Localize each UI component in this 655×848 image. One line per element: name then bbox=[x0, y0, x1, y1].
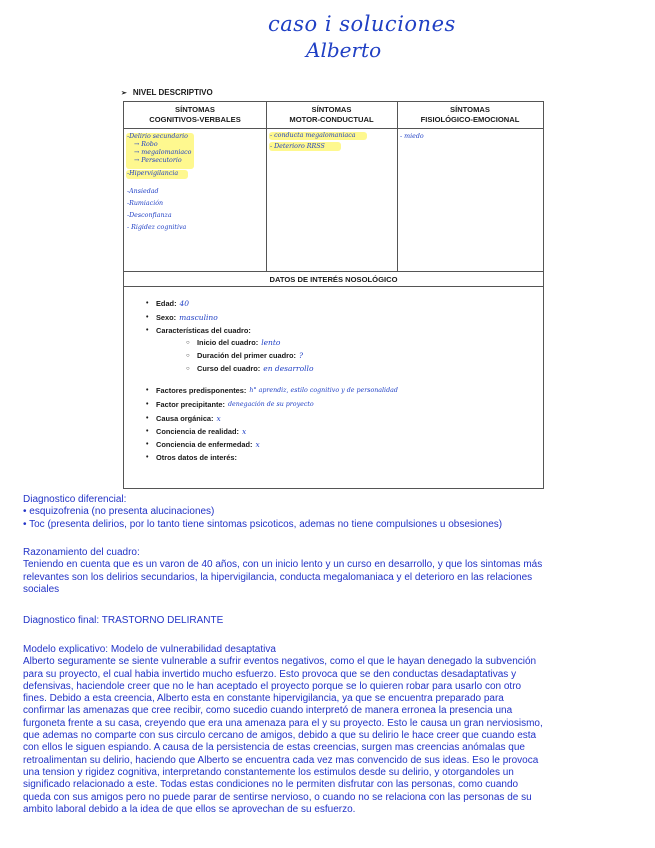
paragraph-line: Alberto seguramente se siente vulnerable a sufrir eventos negativos, como el que le hayan denegado la subvención bbox=[23, 656, 537, 668]
handwritten-value: x bbox=[255, 440, 260, 449]
list-item-duracion: ○ Duración del primer cuadro: ? bbox=[186, 351, 304, 360]
list-item-sexo: • Sexo: masculino bbox=[146, 313, 218, 322]
handwritten-symptom: → Persecutorio bbox=[134, 157, 182, 164]
handwritten-value: lento bbox=[261, 338, 281, 347]
list-item-predisponentes: • Factores predisponentes: h° aprendiz, estilo cognitivo y de personalidad bbox=[146, 386, 398, 395]
handwritten-value: masculino bbox=[179, 313, 218, 322]
handwritten-symptom: - Deterioro RRSS bbox=[270, 143, 325, 150]
paragraph-line: con ellos le siguen espiando. A causa de la persistencia de estas creencias, surgen mas creencias anómalas que bbox=[23, 742, 525, 754]
cell-motor bbox=[266, 130, 397, 271]
section-title: Razonamiento del cuadro: bbox=[23, 547, 140, 558]
handwritten-symptom: -Hipervigilancia bbox=[127, 170, 179, 177]
paragraph-line: furgoneta frente a su casa, creyendo que era una amenaza para el y su proyecto. Esto le causa un gran nerviosismo, bbox=[23, 717, 543, 729]
column-header-line: COGNITIVOS-VERBALES bbox=[149, 115, 241, 124]
column-header-cognitive bbox=[124, 102, 266, 129]
paragraph-line: significado relacionado a este. Todas estas condiciones no le permiten disfrutar con las personas, como cuando bbox=[23, 779, 519, 791]
handwritten-symptom: - conducta megalomaniaca bbox=[270, 132, 356, 139]
handwritten-symptom: -Rumiación bbox=[127, 200, 164, 207]
handwritten-title: caso i soluciones bbox=[268, 12, 456, 36]
paragraph-line: para su proyecto, el cual habia invertido mucho esfuerzo. Esto provoca que se den conductas desadaptativas y bbox=[23, 668, 517, 680]
list-item-edad: • Edad: 40 bbox=[146, 299, 190, 308]
list-item: • esquizofrenia (no presenta alucinaciones) bbox=[23, 506, 215, 518]
handwritten-value: x bbox=[216, 414, 221, 423]
razonamiento bbox=[23, 547, 633, 596]
paragraph-line: confirmar las amenazas que cree recibir, como sucedio cuando interpretó de manera erronea la presencia una bbox=[23, 705, 513, 717]
list-item-otros: • Otros datos de interés: bbox=[146, 453, 237, 462]
column-header-line: SÍNTOMAS bbox=[311, 105, 352, 114]
list-item-precipitante: • Factor precipitante: denegación de su proyecto bbox=[146, 400, 314, 409]
section-title: Modelo explicativo: Modelo de vulnerabilidad desaptativa bbox=[23, 644, 276, 655]
symptom-table bbox=[123, 101, 544, 489]
section-label-text: NIVEL DESCRIPTIVO bbox=[132, 88, 213, 97]
column-header-physio bbox=[397, 102, 543, 129]
handwritten-value: denegación de su proyecto bbox=[228, 401, 314, 408]
handwritten-value: ? bbox=[298, 351, 304, 360]
handwritten-symptom: -Delirio secundario bbox=[127, 133, 188, 140]
paragraph-line: una tension y rigidez cognitiva, interpretando constantemente los estimulos desde su delirio, y otorgandoles un bbox=[23, 766, 514, 778]
column-header-line: MOTOR-CONDUCTUAL bbox=[289, 115, 374, 124]
list-item: • Toc (presenta delirios, por lo tanto tiene sintomas psicoticos, ademas no tiene compulsiones u obsesiones) bbox=[23, 518, 503, 530]
diagnostico-diferencial bbox=[23, 494, 633, 531]
handwritten-symptom: → megalomaniaco bbox=[134, 149, 192, 156]
handwritten-symptom: - miedo bbox=[400, 133, 424, 140]
paragraph-line: fines. Debido a esta creencia, Alberto esta en constante hipervigilancia, ya que se encuentra preparado para bbox=[23, 693, 504, 705]
paragraph-line: que ademas no comparte con sus circulo cercano de amigos, debido a que su delirio le hace creer que cuando esta bbox=[23, 730, 537, 742]
handwritten-symptom: -Desconfianza bbox=[127, 212, 172, 219]
diagnostico-final: Diagnostico final: TRASTORNO DELIRANTE bbox=[23, 615, 224, 626]
cell-cognitive bbox=[124, 130, 266, 271]
column-header-line: FISIOLÓGICO-EMOCIONAL bbox=[420, 115, 520, 124]
arrow-bullet-icon: ➢ bbox=[121, 89, 127, 97]
handwritten-value: x bbox=[241, 427, 247, 436]
column-header-motor bbox=[266, 102, 397, 129]
paragraph-line: queda con sus amigos pero no puede parar de sentirse nervioso, o cuando no se relaciona con las personas de su bbox=[23, 791, 532, 803]
paragraph-line: relevantes son los delirios secundarios, la hipervigilancia, conducta megalomaniaca y el deterioro en las relaciones bbox=[23, 571, 533, 583]
paragraph-line: retroalimentan su delirio, haciendo que Alberto se encuentra cada vez mas convencido de sus ideas. Eso le provoca bbox=[23, 754, 539, 766]
handwritten-symptom: -Ansiedad bbox=[127, 188, 159, 195]
cell-physio bbox=[397, 130, 543, 271]
handwritten-subtitle: Alberto bbox=[306, 38, 382, 62]
nosologic-header: DATOS DE INTERÉS NOSOLÓGICO bbox=[124, 271, 543, 287]
list-item-inicio: ○ Inicio del cuadro: lento bbox=[186, 338, 281, 347]
paragraph-line: sociales bbox=[23, 583, 60, 595]
list-item-enfermedad: • Conciencia de enfermedad: x bbox=[146, 440, 260, 449]
handwritten-value: h° aprendiz, estilo cognitivo y de personalidad bbox=[249, 387, 398, 394]
paragraph-line: defensivas, haciendole creer que no le han aceptado el proyecto porque se lo quieren robar para usarlo con otro bbox=[23, 680, 522, 692]
list-item-organica: • Causa orgánica: x bbox=[146, 414, 221, 423]
paragraph-line: ambito laboral debido a la idea de que ellos se aprovechan de su esfuerzo. bbox=[23, 803, 356, 815]
section-label bbox=[121, 88, 213, 97]
column-header-line: SÍNTOMAS bbox=[175, 105, 215, 114]
section-title: Diagnostico diferencial: bbox=[23, 494, 127, 505]
handwritten-symptom: → Robo bbox=[134, 141, 158, 148]
handwritten-value: en desarrollo bbox=[263, 364, 314, 373]
list-item-curso: ○ Curso del cuadro: en desarrollo bbox=[186, 364, 314, 373]
list-item-realidad: • Conciencia de realidad: x bbox=[146, 427, 247, 436]
modelo-explicativo bbox=[23, 644, 633, 816]
paragraph-line: Teniendo en cuenta que es un varon de 40 años, con un inicio lento y un curso en desarrollo, y que los sintomas más bbox=[23, 559, 543, 571]
list-item-caracteristicas: • Características del cuadro: bbox=[146, 326, 251, 335]
column-header-line: SÍNTOMAS bbox=[450, 105, 490, 114]
handwritten-value: 40 bbox=[179, 299, 190, 308]
handwritten-symptom: - Rigidez cognitiva bbox=[127, 224, 187, 231]
